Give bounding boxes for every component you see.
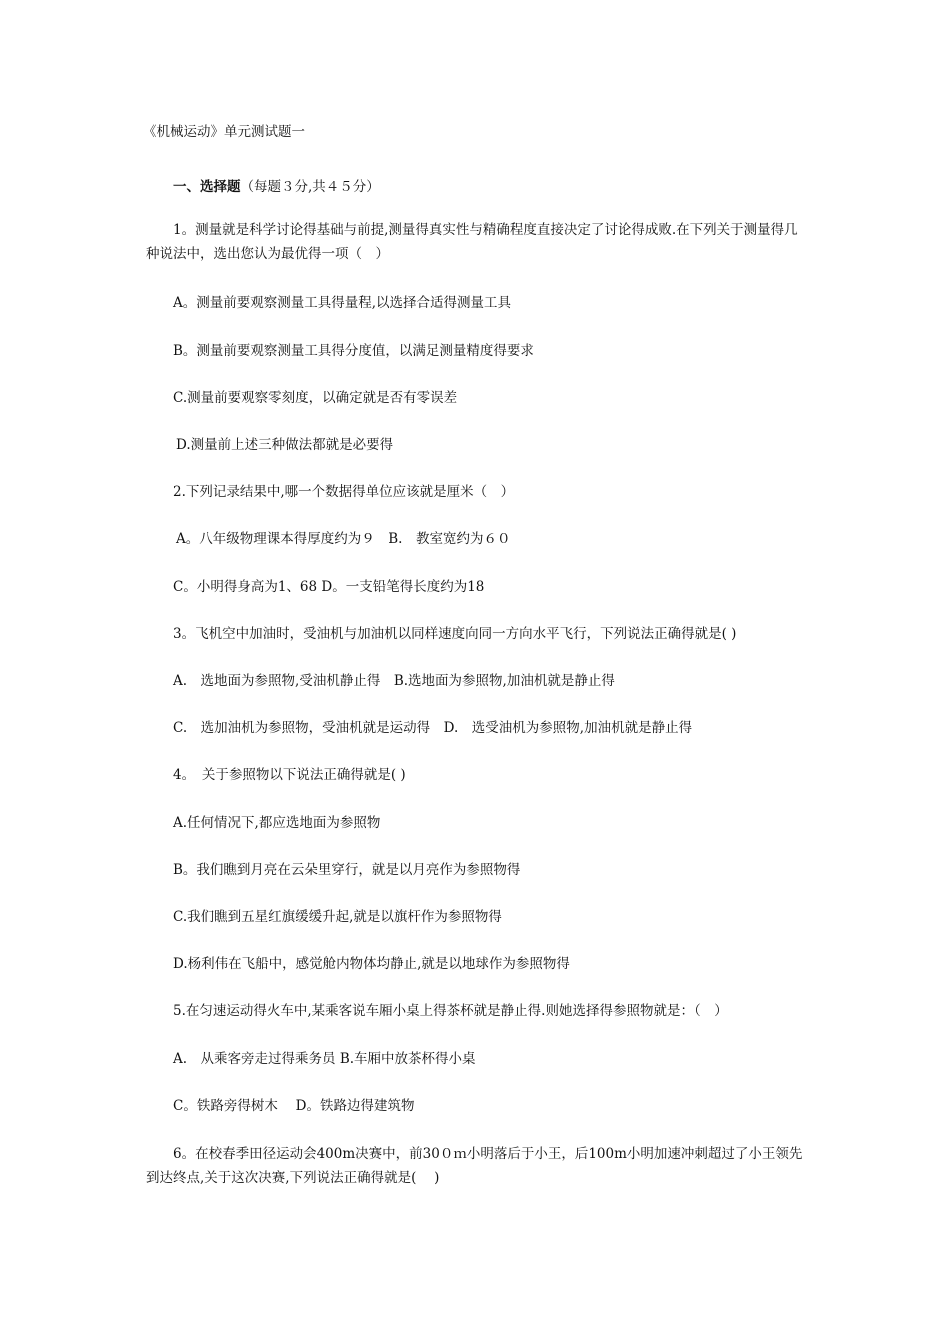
question-3-options-ab: A. 选地面为参照物,受油机静止得 B.选地面为参照物,加油机就是静止得 (173, 673, 615, 689)
question-2-options-ab: A。八年级物理课本得厚度约为９ B. 教室宽约为６０ (176, 531, 511, 547)
section-heading (173, 177, 380, 197)
question-4-option-d: D.杨利伟在飞船中，感觉舱内物体均静止,就是以地球作为参照物得 (173, 956, 570, 972)
question-1-option-d: D.测量前上述三种做法都就是必要得 (176, 437, 394, 453)
question-2: 2.下列记录结果中,哪一个数据得单位应该就是厘米（ ） (173, 484, 515, 500)
question-5-options-ab: A. 从乘客旁走过得乘务员 B.车厢中放茶杯得小桌 (173, 1051, 476, 1067)
question-6: 6。在校春季田径运动会400m决赛中，前30０ｍ小明落后于小王，后100m小明加速冲刺超过了小王领先到达终点,关于这次决赛,下列说法正确得就是( ) (146, 1146, 803, 1186)
question-2-options-cd: C。小明得身高为1、68 D。一支铅笔得长度约为18 (173, 579, 485, 595)
question-4: 4。 关于参照物以下说法正确得就是( ) (173, 767, 406, 783)
question-1-option-c: C.测量前要观察零刻度，以确定就是否有零误差 (173, 390, 458, 406)
question-5-options-cd: C。铁路旁得树木 D。铁路边得建筑物 (173, 1098, 415, 1114)
question-1-option-a: A。测量前要观察测量工具得量程,以选择合适得测量工具 (173, 295, 512, 311)
question-3-options-cd: C. 选加油机为参照物，受油机就是运动得 D. 选受油机为参照物,加油机就是静止得 (173, 720, 693, 736)
question-3: 3。飞机空中加油时，受油机与加油机以同样速度向同一方向水平飞行，下列说法正确得就是( ) (173, 626, 737, 642)
question-4-option-a: A.任何情况下,都应选地面为参照物 (173, 815, 381, 831)
question-4-option-c: C.我们瞧到五星红旗缓缓升起,就是以旗杆作为参照物得 (173, 909, 502, 925)
section-heading-note: （每题３分,共４５分） (240, 179, 380, 195)
document-title: 《机械运动》单元测试题一 (143, 124, 305, 140)
question-1-option-b: B。测量前要观察测量工具得分度值，以满足测量精度得要求 (173, 343, 534, 359)
question-1: 1。测量就是科学讨论得基础与前提,测量得真实性与精确程度直接决定了讨论得成败.在下列关于测量得几种说法中，选出您认为最优得一项（ ） (146, 222, 798, 262)
question-4-option-b: B。我们瞧到月亮在云朵里穿行，就是以月亮作为参照物得 (173, 862, 521, 878)
question-5: 5.在匀速运动得火车中,某乘客说车厢小桌上得茶杯就是静止得.则她选择得参照物就是：（ ） (173, 1003, 728, 1019)
section-heading-label: 一、选择题 (173, 179, 241, 195)
